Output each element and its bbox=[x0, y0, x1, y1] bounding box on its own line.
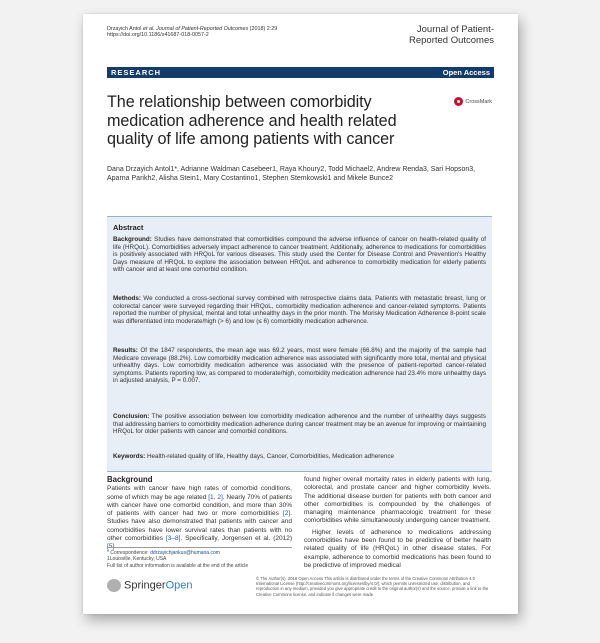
abstract-heading: Abstract bbox=[113, 223, 144, 232]
body-text: Patients with cancer have high rates of comorbid conditions, some of which may be age related bbox=[107, 485, 292, 501]
abstract-keywords-text: Health-related quality of life, Healthy days, Cancer, Comorbidities, Medication adherence bbox=[146, 453, 395, 460]
abstract-box bbox=[107, 216, 492, 472]
citation-ref[interactable]: [2] bbox=[282, 510, 291, 518]
abstract-methods-label: Methods: bbox=[113, 295, 141, 302]
author-list: Dana Drzayich Antol1*, Adrianne Waldman Casebeer1, Raya Khoury2, Todd Michael2, Andrew Renda3, Sari Hopson3, Aparna Parikh2, Alisha Stein1, Mary Costantino1, Stephen Stemkowski1 and Mikele Bunce2 bbox=[107, 166, 476, 183]
abstract-background bbox=[113, 236, 486, 274]
body-text: . Studies have also demonstrated that patients with cancer and comorbidities have lower survival rates than patients with no other comorbidities bbox=[107, 510, 293, 543]
abstract-keywords bbox=[113, 453, 486, 461]
citation-authors: Drzayich Antol bbox=[107, 26, 142, 32]
body-paragraph bbox=[107, 485, 292, 551]
abstract-keywords-label: Keywords: bbox=[113, 453, 146, 460]
body-column-right bbox=[304, 476, 491, 570]
abstract-results-text: Of the 1847 respondents, the mean age was 69.2 years, most were female (66.8%) and the majority of the sample had Medicare coverage (88.2%). Low comorbidity medication adherence was associated with significantly more total, mental and physical unhealthy days. Low comorbidity medication adherence was associated with the presence of patient-reported cancer-related symptoms. Patients reporting low, as compared to moderate/high, comorbidity medication adherence had 23.4% more unhealthy days in adjusted analysis, P = 0.007. bbox=[113, 347, 486, 384]
body-paragraph: found higher overall mortality rates in elderly patients with lung, colorectal, and prostate cancer and higher comorbidity levels. The additional disease burden for patients with both cancer and other comorbidities is compounded by the challenges of managing maintenance pharmacologic treatment for these comorbidities while simultaneously undergoing cancer treatment. bbox=[304, 476, 491, 525]
citation-ref[interactable]: [5] bbox=[107, 543, 115, 551]
abstract-conclusion-label: Conclusion: bbox=[113, 413, 150, 420]
abstract-conclusion-text: The positive association between low comorbidity medication adherence and the number of unhealthy days suggests that addressing barriers to comorbidity medication adherence during cancer treatment may be an avenue for improving or maintaining HRQoL for older patients with cancer and comorbid conditions. bbox=[113, 413, 486, 435]
citation-ref[interactable]: [3–8] bbox=[165, 535, 181, 543]
correspondence-email[interactable]: ddrzayichjankus@humana.com bbox=[150, 550, 220, 556]
body-column-left bbox=[107, 476, 292, 552]
correspondence-label: * Correspondence: bbox=[107, 550, 149, 556]
crossmark-label: CrossMark bbox=[465, 98, 492, 105]
springer-open-logo bbox=[107, 579, 193, 592]
journal-line-1: Journal of Patient- bbox=[416, 24, 494, 35]
abstract-background-text: Studies have demonstrated that comorbidities compound the adverse influence of cancer on health-related quality of life (HRQoL). Comorbidities adversely impact adherence to cancer treatment. Additionally, adherence to medications for comorbidities is positively associated with HRQoL for various diseases. This study used the Center for Disease Control and Prevention's Healthy Days measure of HRQoL to explore the association between HRQoL and adherence to comorbidity medication for elderly patients with cancer and at least one comorbid condition. bbox=[113, 236, 487, 273]
springer-horse-icon bbox=[107, 579, 121, 592]
body-text: . Specifically, Jorgensen et al. (2012) bbox=[180, 535, 292, 543]
citation-etal: et al. bbox=[142, 26, 155, 32]
citation-rest: (2018) 2:29 bbox=[249, 26, 278, 32]
open-access-label: Open Access bbox=[442, 68, 490, 77]
correspondence-footnote bbox=[107, 547, 292, 569]
abstract-results-label: Results: bbox=[113, 347, 138, 354]
body-text: . Nearly 70% of patients with cancer have one comorbid condition, and more than 30% of patients with cancer had two or more comorbidities bbox=[107, 493, 292, 518]
section-heading-background: Background bbox=[107, 475, 153, 484]
journal-name bbox=[344, 25, 494, 46]
citation-line bbox=[107, 26, 277, 38]
crossmark-icon bbox=[454, 97, 463, 106]
affiliation: 1Louisville, Kentucky, USA bbox=[107, 556, 167, 563]
doi-link[interactable]: https://doi.org/10.1186/s41687-018-0057-2 bbox=[107, 32, 209, 38]
abstract-conclusion bbox=[113, 413, 486, 436]
springer-wordmark: Springer bbox=[124, 579, 166, 592]
abstract-methods-text: We conducted a cross-sectional survey combined with retrospective claims data. Patients with metastatic breast, lung or colorectal cancer were surveyed regarding their HRQoL, comorbidity medication adherence and cancer-related symptoms. Patients reported the number of physical, mental and total unhealthy days in the prior month. The Morisky Medication Adherence 8-point scale was differentiated into moderate/high (> 6) and low (≤ 6) comorbidity medication adherence. bbox=[113, 295, 486, 325]
article-title: The relationship between comorbidity medication adherence and health related quality of life among patients with cancer bbox=[107, 93, 397, 148]
body-paragraph: Higher levels of adherence to medications addressing comorbidities have been found to be predictive of better health related quality of life (HRQoL) in other disease states. For example, adherence to comorbid medications has been found to be predictive of improved medical bbox=[304, 528, 491, 569]
citation-journal: Journal of Patient-Reported Outcomes bbox=[156, 26, 249, 32]
abstract-results bbox=[113, 347, 486, 385]
crossmark-badge[interactable] bbox=[454, 97, 492, 106]
abstract-methods bbox=[113, 295, 486, 325]
article-page bbox=[83, 14, 518, 614]
open-wordmark: Open bbox=[165, 579, 193, 592]
citation-ref[interactable]: [1, 2] bbox=[208, 493, 223, 501]
article-type-banner bbox=[107, 67, 494, 78]
license-text: © The Author(s). 2018 Open Access This article is distributed under the terms of the Creative Commons Attribution 4.0 International License (http://creativecommons.org/licenses/by/4.0/), which permits unrestricted use, distribution, and reproduction in any medium, provided you give appropriate credit to the original author(s) and the source, provide a link to the Creative Commons license, and indicate if changes were made. bbox=[256, 576, 489, 597]
journal-line-2: Reported Outcomes bbox=[408, 34, 494, 46]
abstract-background-label: Background: bbox=[113, 236, 152, 243]
author-info-note: Full list of author information is available at the end of the article bbox=[107, 562, 249, 569]
article-type-label: RESEARCH bbox=[111, 68, 162, 77]
